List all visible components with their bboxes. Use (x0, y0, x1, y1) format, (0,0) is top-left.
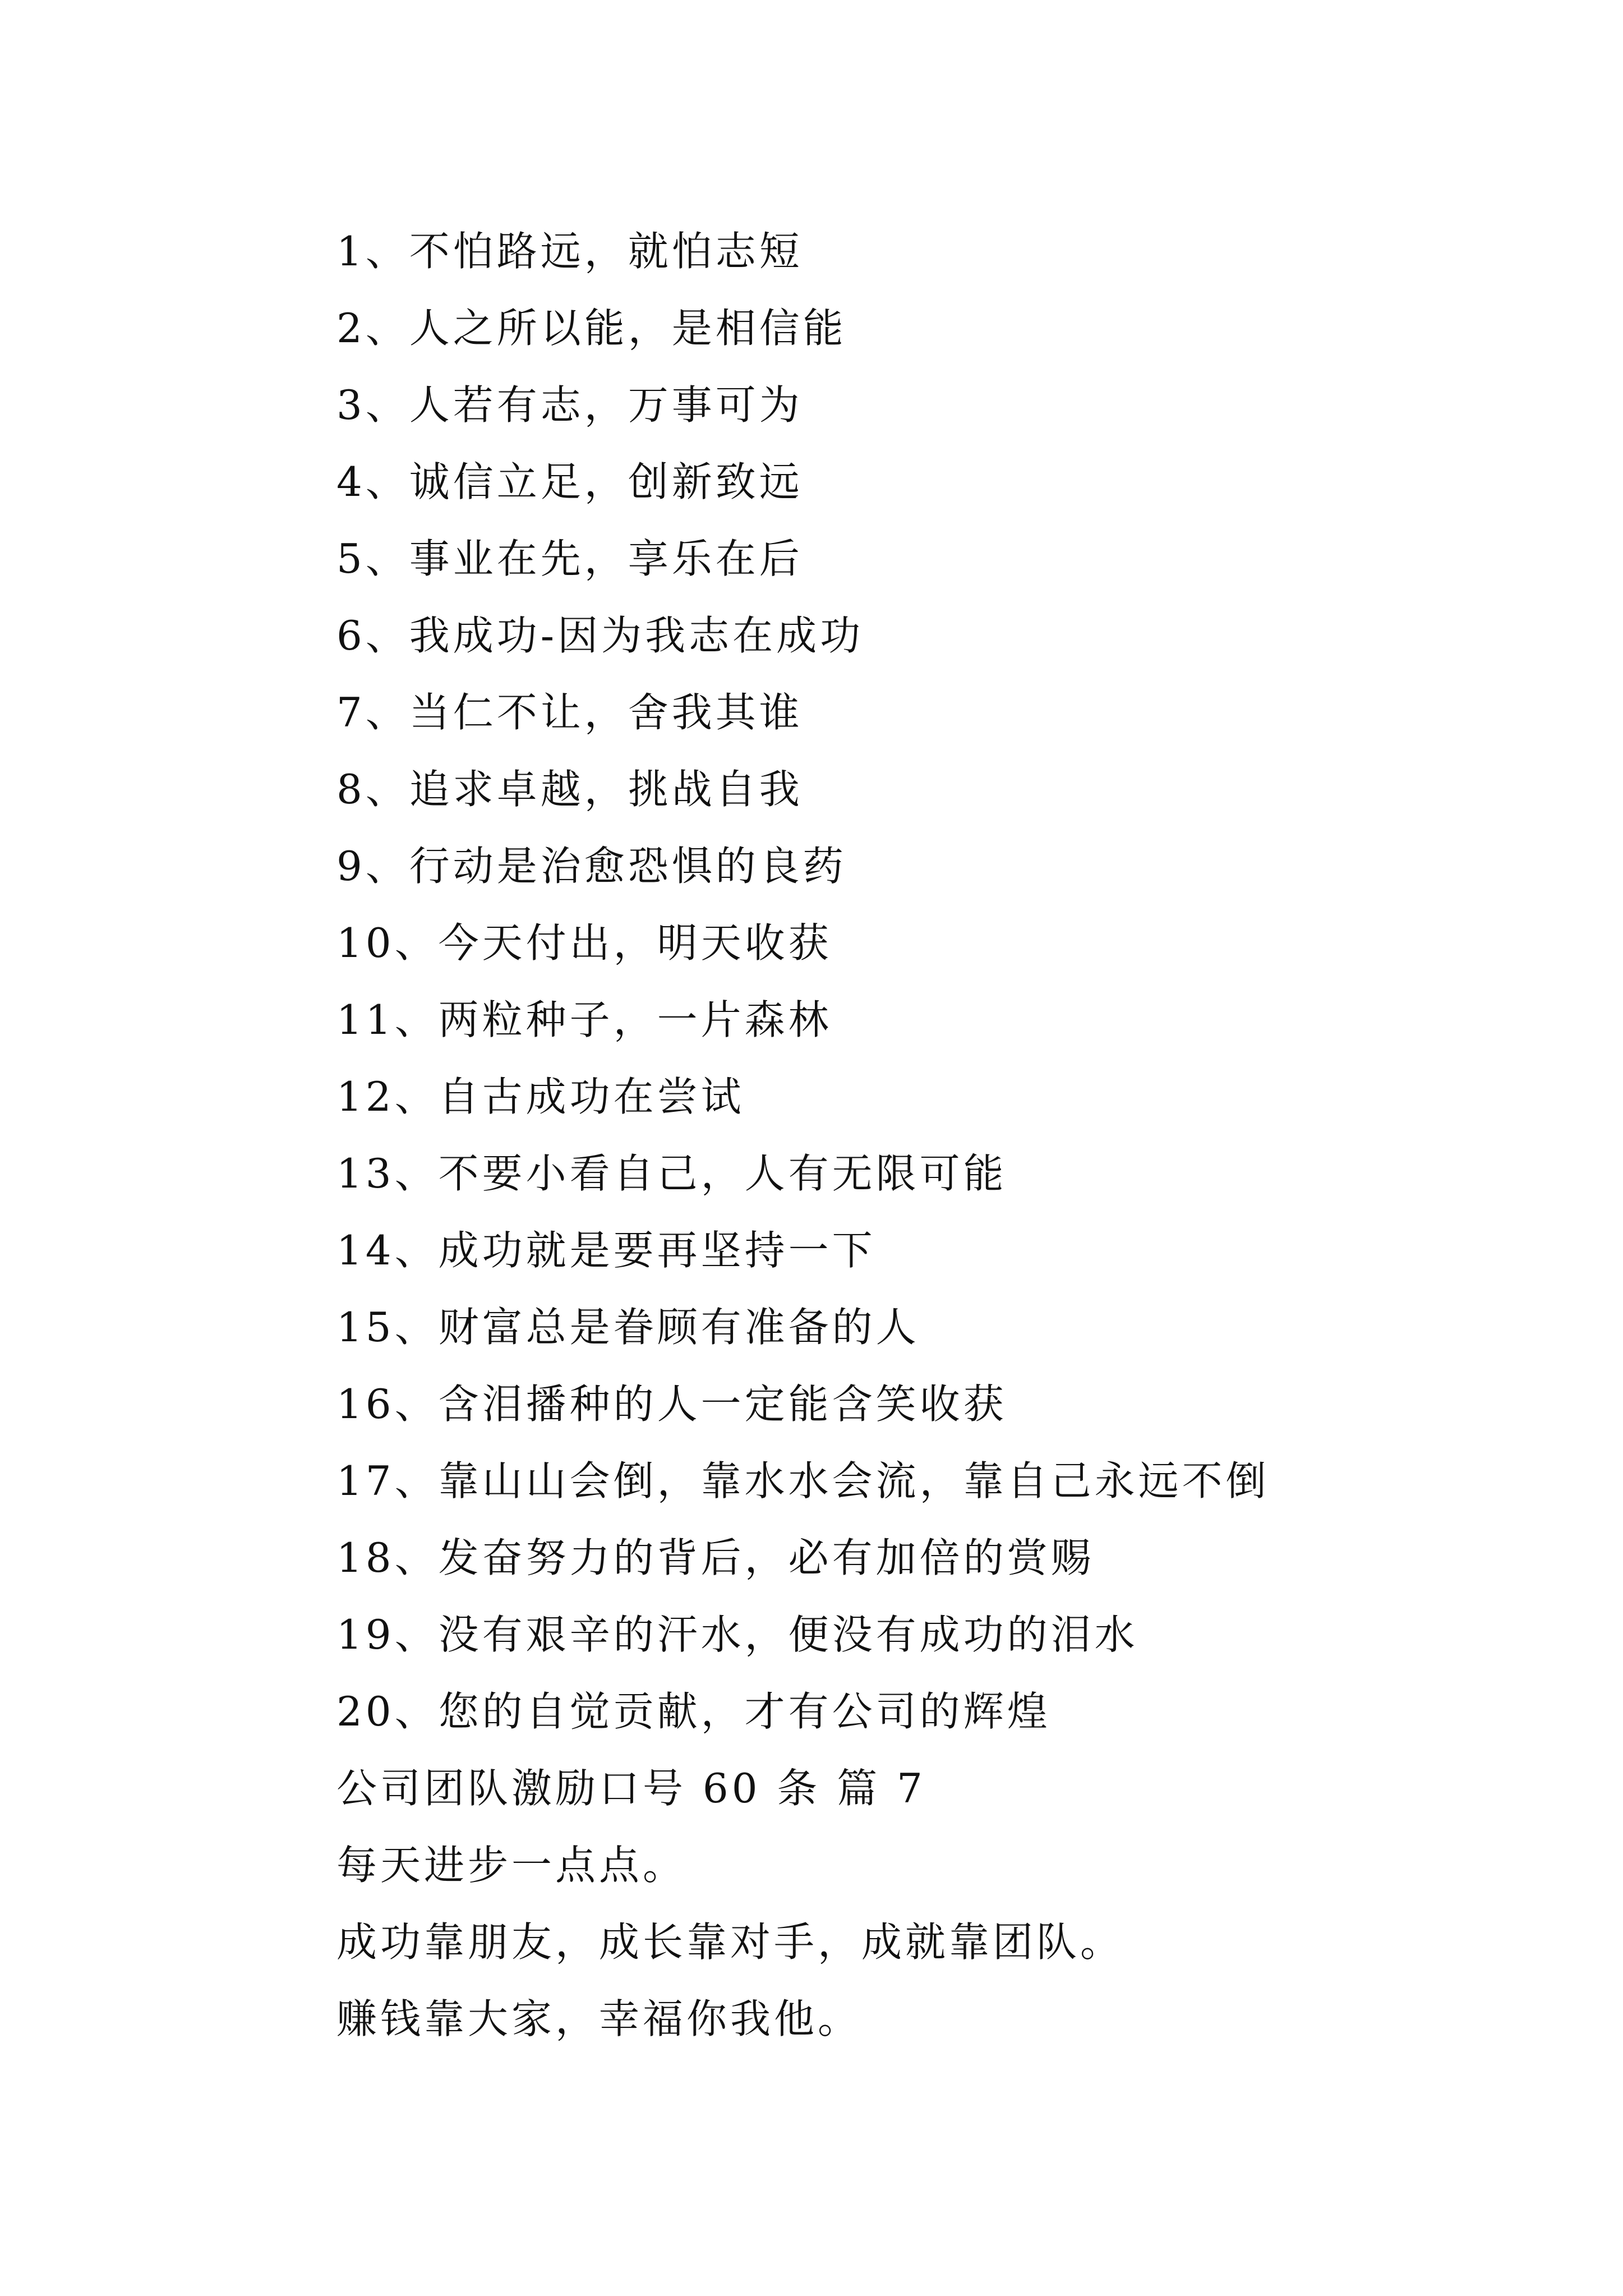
numbered-item: 7、当仁不让，舍我其谁 (336, 689, 803, 736)
numbered-item: 14、成功就是要再坚持一下 (336, 1227, 876, 1274)
numbered-item: 20、您的自觉贡献，才有公司的辉煌 (336, 1688, 1051, 1735)
numbered-item: 3、人若有志，万事可为 (336, 381, 803, 429)
numbered-item: 18、发奋努力的背后，必有加倍的赏赐 (336, 1534, 1095, 1581)
numbered-item: 2、人之所以能，是相信能 (336, 305, 847, 352)
numbered-item: 10、今天付出，明天收获 (336, 919, 832, 967)
numbered-item: 6、我成功-因为我志在成功 (336, 612, 864, 659)
numbered-item: 19、没有艰辛的汗水，便没有成功的泪水 (336, 1611, 1138, 1658)
numbered-item: 4、诚信立足，创新致远 (336, 458, 803, 505)
numbered-item: 12、自古成功在尝试 (336, 1073, 745, 1120)
numbered-item: 8、追求卓越，挑战自我 (336, 766, 803, 813)
numbered-item: 13、不要小看自己，人有无限可能 (336, 1150, 1007, 1197)
numbered-item: 17、靠山山会倒，靠水水会流，靠自己永远不倒 (336, 1457, 1270, 1504)
numbered-item: 5、事业在先，享乐在后 (336, 535, 803, 582)
numbered-item: 15、财富总是眷顾有准备的人 (336, 1304, 920, 1351)
numbered-item: 16、含泪播种的人一定能含笑收获 (336, 1381, 1007, 1428)
numbered-item: 9、行动是治愈恐惧的良药 (336, 843, 847, 890)
slogan-line: 赚钱靠大家，幸福你我他。 (336, 1995, 862, 2042)
slogan-line: 成功靠朋友，成长靠对手，成就靠团队。 (336, 1918, 1124, 1966)
section-heading: 公司团队激励口号 60 条 篇 7 (336, 1765, 926, 1812)
document-text (336, 213, 1514, 2058)
numbered-item: 1、不怕路远，就怕志短 (336, 228, 803, 275)
slogan-line: 每天进步一点点。 (336, 1842, 687, 1889)
numbered-item: 11、两粒种子，一片森林 (336, 996, 832, 1043)
